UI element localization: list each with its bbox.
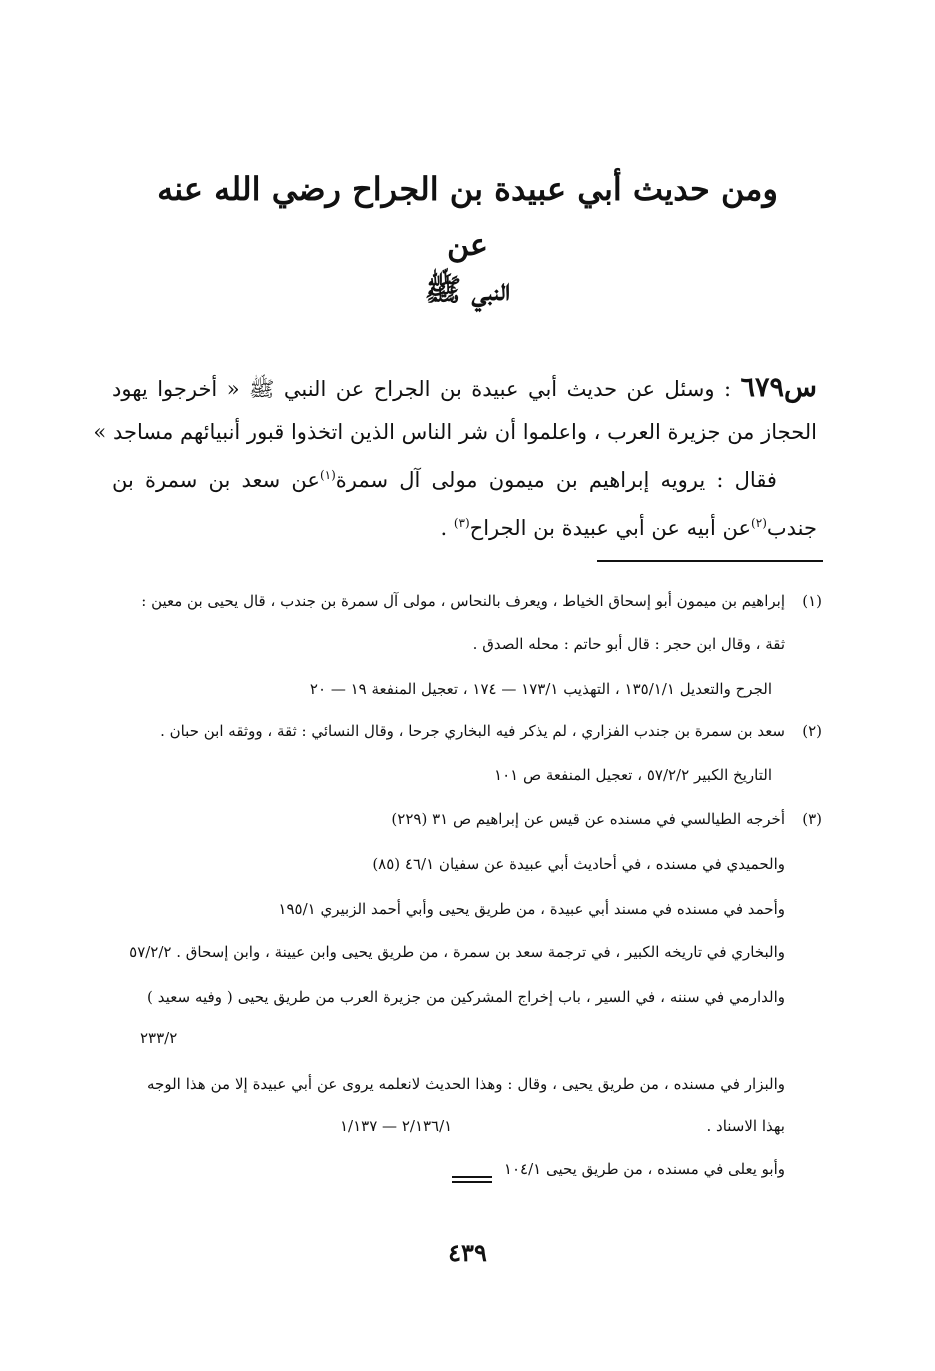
footnote-3-line-10: وأبو يعلى في مسنده ، من طريق يحيى ١٠٤/١ [503,1160,785,1178]
answer-text-2a: جندب [766,516,817,540]
footnote-divider [597,560,823,562]
footnote-3-line-3: وأحمد في مسنده في مسند أبي عبيدة ، من طريق يحيى وأبي أحمد الزبيري ١٩٥/١ [278,900,785,918]
footnote-number-3: (٣) [802,810,822,828]
question-line-2: الحجاز من جزيرة العرب ، واعلموا أن شر الناس الذين اتخذوا قبور أنبيائهم مساجد » [93,420,817,444]
question-line-1 [112,372,817,407]
footnote-3-line-1: أخرجه الطيالسي في مسنده عن قيس عن إبراهيم ص ٣١ (٢٢٩) [391,810,785,828]
footnote-ref-3: (٣) [453,516,470,530]
answer-line-1 [112,468,817,492]
footnote-number-2: (٢) [802,722,822,740]
answer-text-1b: عن سعد بن سمرة بن [112,468,320,492]
footnote-1-line-2: ثقة ، وقال ابن حجر : قال أبو حاتم : محله الصدق . [472,635,785,653]
footnote-1-line-1: إبراهيم بن ميمون أبو إسحاق الخياط ، ويعرف بالنحاس ، مولى آل سمرة بن جندب ، قال يحيى بن معين : [141,592,785,610]
footnote-3-line-9: ٢/١٣٦/١ — ١/١٣٧ [340,1117,453,1135]
footnote-2-line-2: التاريخ الكبير ٥٧/٢/٢ ، تعجيل المنفعة ص ١٠١ [494,766,772,784]
footnote-3-line-8: بهذا الاسناد . [706,1117,785,1135]
footnote-2-line-1: سعد بن سمرة بن جندب الفزاري ، لم يذكر فيه البخاري جرحا ، وقال النسائي : ثقة ، ووثقه ابن حبان . [160,722,785,740]
answer-line-2 [112,516,817,540]
footnote-3-line-4: والبخاري في تاريخه الكبير ، في ترجمة سعد بن سمرة ، من طريق يحيى وابن عيينة ، وابن إسحاق . ٥٧/٢/٢ [129,943,785,961]
chapter-title-line2: عن [447,228,488,263]
footnote-number-1: (١) [802,592,822,610]
footnote-3-line-2: والحميدي في مسنده ، في أحاديث أبي عبيدة عن سفيان ٤٦/١ (٨٥) [372,855,785,873]
question-number: س٦٧٩ [740,372,817,403]
footnote-ref-2: (٢) [751,516,767,530]
chapter-title: ومن حديث أبي عبيدة بن الجراح رضي الله عنه [157,170,778,208]
answer-text-1a: فقال : يرويه إبراهيم بن ميمون مولى آل سمرة [335,468,777,492]
page-number: ٤٣٩ [448,1238,487,1267]
answer-text-2b: عن أبيه عن أبي عبيدة بن الجراح [469,516,752,540]
footnote-3-line-5: والدارمي في سننه ، في السير ، باب إخراج المشركين من جزيرة العرب من طريق يحيى ( وفيه سعيد ) [147,988,785,1006]
question-text-1: : وسئل عن حديث أبي عبيدة بن الجراح عن النبي ﷺ « أخرجوا يهود [112,377,732,401]
answer-text-2c: . [440,516,454,540]
end-mark [452,1176,492,1184]
footnote-3-line-7: والبزار في مسنده ، من طريق يحيى ، وقال : وهذا الحديث لانعلمه يروى عن أبي عبيدة إلا من هذا الوجه [147,1075,785,1093]
footnote-3-line-6: ٢٣٣/٢ [140,1029,178,1047]
chapter-title-line3: النبي ﷺ [424,273,511,308]
footnote-1-line-3: الجرح والتعديل ١٣٥/١/١ ، التهذيب ١٧٣/١ — ١٧٤ ، تعجيل المنفعة ١٩ — ٢٠ [309,680,772,698]
footnote-ref-1: (١) [319,468,336,482]
